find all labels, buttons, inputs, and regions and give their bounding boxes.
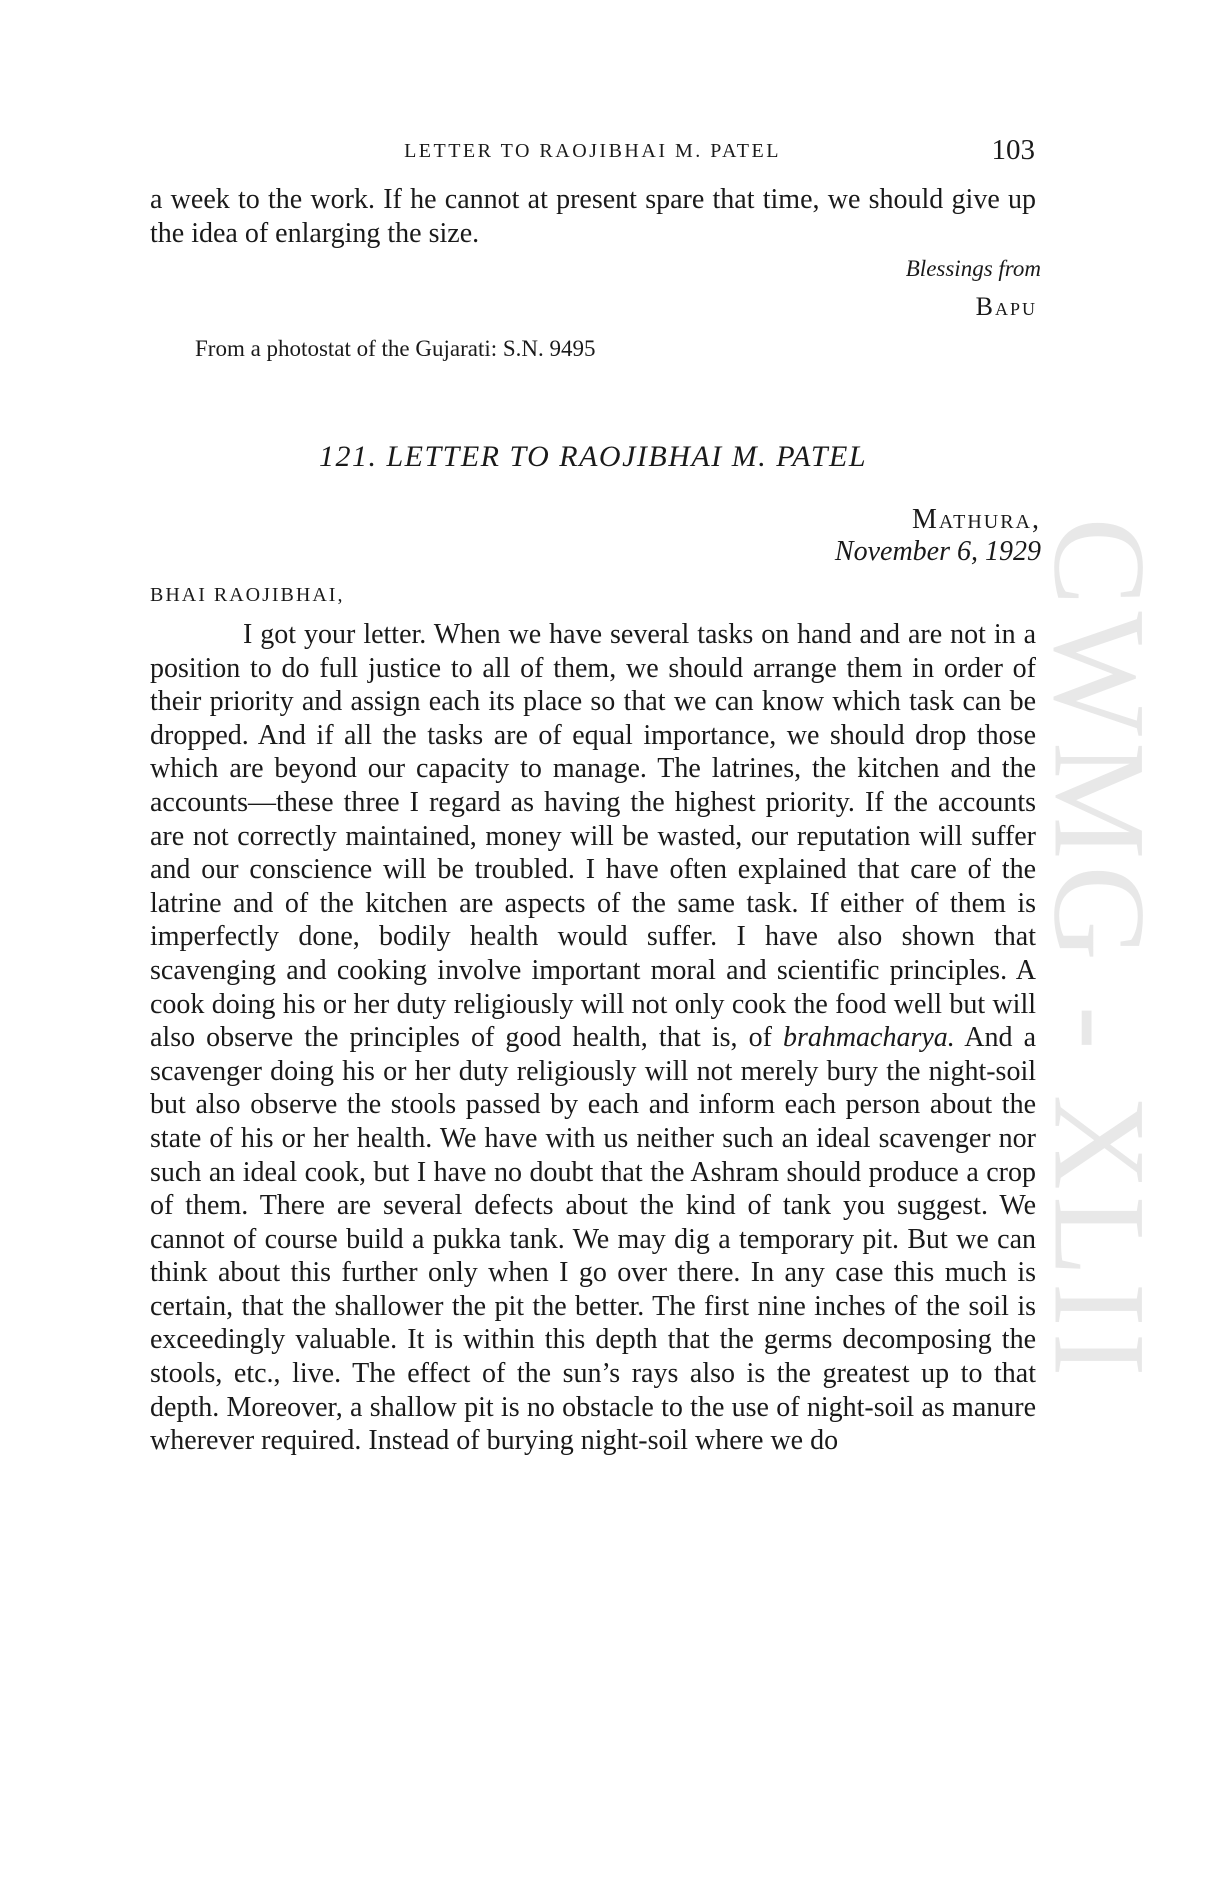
watermark [1026, 470, 1174, 1430]
page-number: 103 [991, 134, 1035, 166]
letter-date: November 6, 1929 [834, 536, 1041, 567]
signature: Bapu [975, 292, 1037, 321]
closing-blessing: Blessings from [905, 256, 1041, 281]
running-title: LETTER TO RAOJIBHAI M. PATEL [404, 140, 781, 162]
running-header [150, 134, 1035, 168]
salutation: BHAI RAOJIBHAI, [150, 584, 345, 606]
letter-place: Mathura, [911, 504, 1041, 535]
letter-body-part-1: I got your letter. When we have several tasks on hand and are not in a position to do full justice to all of them, we should arrange them in order of their priority and assign each its place so that we can know which task can be dropped. And if all the tasks are of equal importance, we should drop those which are beyond our capacity to manage. The latrines, the kitchen and the accounts—these three I regard as having the highest priority. If the accounts are not correctly maintained, money will be wasted, our reputation will suffer and our conscience will be troubled. I have often explained that care of the latrine and of the kitchen are aspects of the same task. If either of them is imperfectly done, bodily health would suffer. I have also shown that scavenging and cooking involve important moral and scientific principles. A cook doing his or her duty religiously will not only cook the food well but will also observe the principles of good health, that is, of [150, 619, 1036, 1054]
previous-letter-continuation: a week to the work. If he cannot at present spare that time, we should give up the idea of enlarging the size. [150, 184, 1036, 249]
source-note: From a photostat of the Gujarati: S.N. 9495 [195, 336, 596, 361]
letter-body-part-2: And a scavenger doing his or her duty religiously will not merely bury the night-soil but also observe the stools passed by each and inform each person about the state of his or her health. We have with us neither such an ideal scavenger nor such an ideal cook, but I have no doubt that the Ashram should produce a crop of them. There are several defects about the kind of tank you suggest. We cannot of course build a pukka tank. We may dig a temporary pit. But we can think about this further only when I go over there. In any case this much is certain, that the shallower the pit the better. The first nine inches of the soil is exceedingly valuable. It is within this depth that the germs decomposing the stools, etc., live. The effect of the sun’s rays also is the greatest up to that depth. Moreover, a shallow pit is no obstacle to the use of night-soil as manure wherever required. Instead of burying night-soil where we do [150, 1022, 1036, 1457]
letter-body-italic-term: brahmacharya. [782, 1022, 955, 1054]
letter-body [150, 618, 1036, 1458]
watermark-text: CWMG - XLII [1026, 517, 1174, 1383]
document-heading: 121. LETTER TO RAOJIBHAI M. PATEL [318, 440, 868, 473]
